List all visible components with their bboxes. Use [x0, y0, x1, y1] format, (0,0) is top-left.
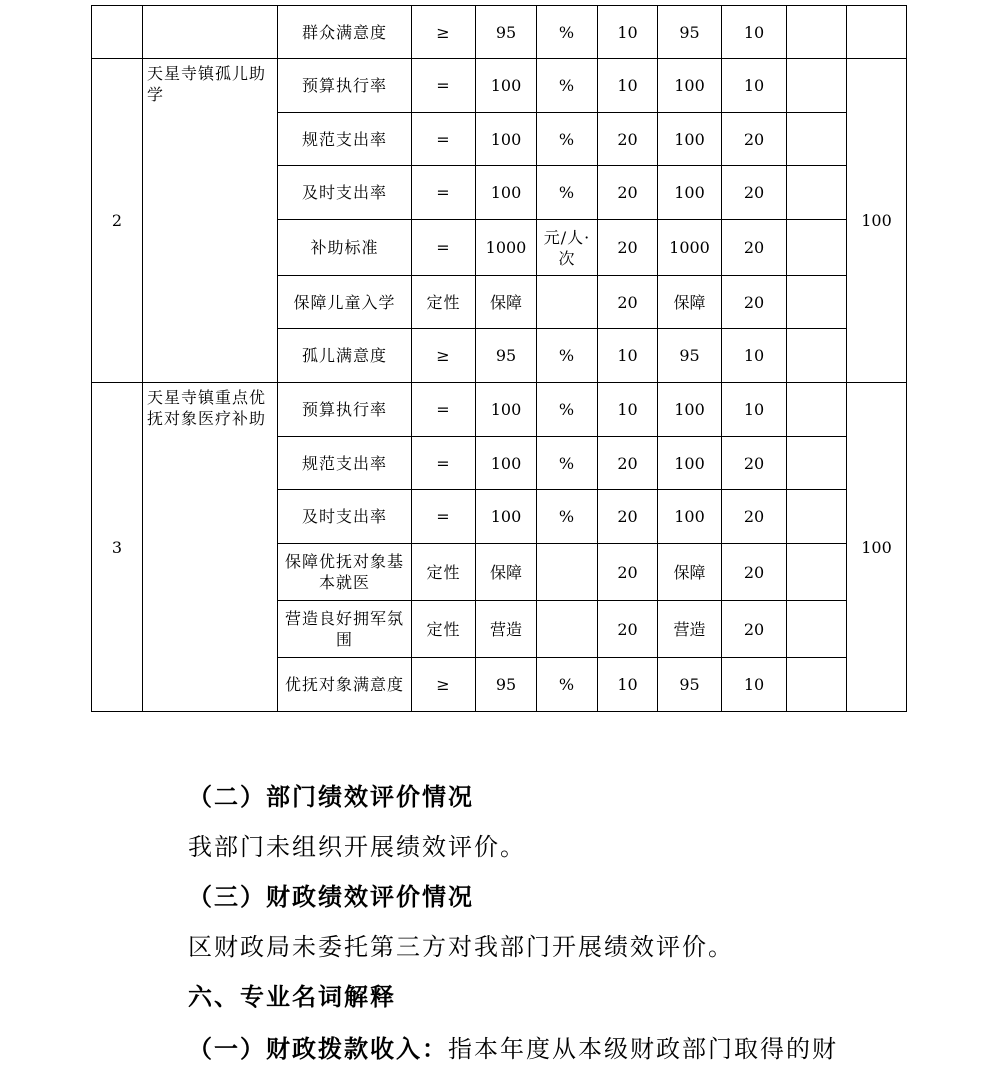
actual-cell: 保障	[658, 276, 722, 329]
indicator-cell: 及时支出率	[278, 166, 412, 220]
unit-cell	[537, 544, 598, 601]
note-cell	[787, 329, 847, 383]
score-cell: 10	[722, 329, 787, 383]
operator-cell: =	[412, 220, 476, 276]
operator-cell: ≥	[412, 658, 476, 712]
unit-cell: %	[537, 658, 598, 712]
unit-cell: %	[537, 383, 598, 437]
score-cell: 10	[722, 59, 787, 113]
glossary-definition: 指本年度从本级财政部门取得的财	[448, 1035, 838, 1063]
seq-cell	[92, 6, 143, 59]
score-cell: 20	[722, 601, 787, 658]
indicator-cell: 保障优抚对象基本就医	[278, 544, 412, 601]
unit-cell: 元/人·次	[537, 220, 598, 276]
weight-cell: 20	[598, 166, 658, 220]
indicator-cell: 及时支出率	[278, 490, 412, 544]
weight-cell: 20	[598, 220, 658, 276]
note-cell	[787, 166, 847, 220]
unit-cell	[537, 276, 598, 329]
operator-cell: 定性	[412, 276, 476, 329]
table-row	[92, 6, 907, 59]
score-cell: 20	[722, 220, 787, 276]
weight-cell: 20	[598, 276, 658, 329]
actual-cell: 1000	[658, 220, 722, 276]
performance-table	[91, 5, 907, 712]
unit-cell: %	[537, 6, 598, 59]
unit-cell: %	[537, 166, 598, 220]
unit-cell: %	[537, 113, 598, 166]
operator-cell: =	[412, 383, 476, 437]
table-row	[92, 59, 907, 113]
project-cell: 天星寺镇重点优抚对象医疗补助	[143, 383, 278, 712]
score-cell: 20	[722, 276, 787, 329]
actual-cell: 100	[658, 59, 722, 113]
score-cell: 20	[722, 544, 787, 601]
actual-cell: 100	[658, 113, 722, 166]
note-cell	[787, 59, 847, 113]
actual-cell: 100	[658, 437, 722, 490]
glossary-item-1	[188, 1034, 838, 1064]
operator-cell: =	[412, 113, 476, 166]
indicator-cell: 孤儿满意度	[278, 329, 412, 383]
section-heading-glossary: 六、专业名词解释	[188, 982, 396, 1011]
weight-cell: 20	[598, 490, 658, 544]
seq-cell: 2	[92, 59, 143, 383]
operator-cell: 定性	[412, 544, 476, 601]
unit-cell	[537, 601, 598, 658]
weight-cell: 10	[598, 383, 658, 437]
target-cell: 95	[476, 6, 537, 59]
weight-cell: 20	[598, 437, 658, 490]
total-cell: 100	[847, 59, 907, 383]
actual-cell: 营造	[658, 601, 722, 658]
score-cell: 10	[722, 6, 787, 59]
target-cell: 营造	[476, 601, 537, 658]
note-cell	[787, 658, 847, 712]
note-cell	[787, 383, 847, 437]
target-cell: 100	[476, 383, 537, 437]
unit-cell: %	[537, 490, 598, 544]
weight-cell: 10	[598, 6, 658, 59]
note-cell	[787, 276, 847, 329]
indicator-cell: 预算执行率	[278, 59, 412, 113]
total-cell	[847, 6, 907, 59]
note-cell	[787, 113, 847, 166]
weight-cell: 10	[598, 658, 658, 712]
section-heading-finance-evaluation: （三）财政绩效评价情况	[188, 882, 474, 911]
department-evaluation-text: 我部门未组织开展绩效评价。	[188, 833, 526, 861]
score-cell: 20	[722, 437, 787, 490]
operator-cell: =	[412, 59, 476, 113]
target-cell: 1000	[476, 220, 537, 276]
target-cell: 100	[476, 166, 537, 220]
indicator-cell: 预算执行率	[278, 383, 412, 437]
target-cell: 100	[476, 113, 537, 166]
actual-cell: 100	[658, 166, 722, 220]
weight-cell: 10	[598, 329, 658, 383]
note-cell	[787, 220, 847, 276]
indicator-cell: 保障儿童入学	[278, 276, 412, 329]
actual-cell: 100	[658, 383, 722, 437]
unit-cell: %	[537, 329, 598, 383]
note-cell	[787, 6, 847, 59]
actual-cell: 100	[658, 490, 722, 544]
target-cell: 保障	[476, 544, 537, 601]
target-cell: 95	[476, 329, 537, 383]
target-cell: 100	[476, 490, 537, 544]
operator-cell: ≥	[412, 6, 476, 59]
weight-cell: 20	[598, 113, 658, 166]
indicator-cell: 补助标准	[278, 220, 412, 276]
indicator-cell: 规范支出率	[278, 113, 412, 166]
score-cell: 20	[722, 166, 787, 220]
actual-cell: 95	[658, 658, 722, 712]
target-cell: 100	[476, 59, 537, 113]
indicator-cell: 营造良好拥军氛围	[278, 601, 412, 658]
unit-cell: %	[537, 59, 598, 113]
score-cell: 20	[722, 490, 787, 544]
section-heading-department-evaluation: （二）部门绩效评价情况	[188, 782, 474, 811]
note-cell	[787, 601, 847, 658]
actual-cell: 95	[658, 329, 722, 383]
table-row	[92, 383, 907, 437]
seq-cell: 3	[92, 383, 143, 712]
note-cell	[787, 437, 847, 490]
target-cell: 95	[476, 658, 537, 712]
note-cell	[787, 490, 847, 544]
operator-cell: =	[412, 490, 476, 544]
glossary-term: （一）财政拨款收入：	[188, 1034, 448, 1063]
weight-cell: 20	[598, 544, 658, 601]
actual-cell: 保障	[658, 544, 722, 601]
indicator-cell: 优抚对象满意度	[278, 658, 412, 712]
project-cell: 天星寺镇孤儿助学	[143, 59, 278, 383]
total-cell: 100	[847, 383, 907, 712]
note-cell	[787, 544, 847, 601]
target-cell: 保障	[476, 276, 537, 329]
target-cell: 100	[476, 437, 537, 490]
project-cell	[143, 6, 278, 59]
operator-cell: 定性	[412, 601, 476, 658]
indicator-cell: 群众满意度	[278, 6, 412, 59]
indicator-cell: 规范支出率	[278, 437, 412, 490]
score-cell: 10	[722, 658, 787, 712]
operator-cell: =	[412, 437, 476, 490]
actual-cell: 95	[658, 6, 722, 59]
operator-cell: ≥	[412, 329, 476, 383]
weight-cell: 10	[598, 59, 658, 113]
unit-cell: %	[537, 437, 598, 490]
weight-cell: 20	[598, 601, 658, 658]
operator-cell: =	[412, 166, 476, 220]
score-cell: 20	[722, 113, 787, 166]
finance-evaluation-text: 区财政局未委托第三方对我部门开展绩效评价。	[188, 933, 734, 961]
score-cell: 10	[722, 383, 787, 437]
